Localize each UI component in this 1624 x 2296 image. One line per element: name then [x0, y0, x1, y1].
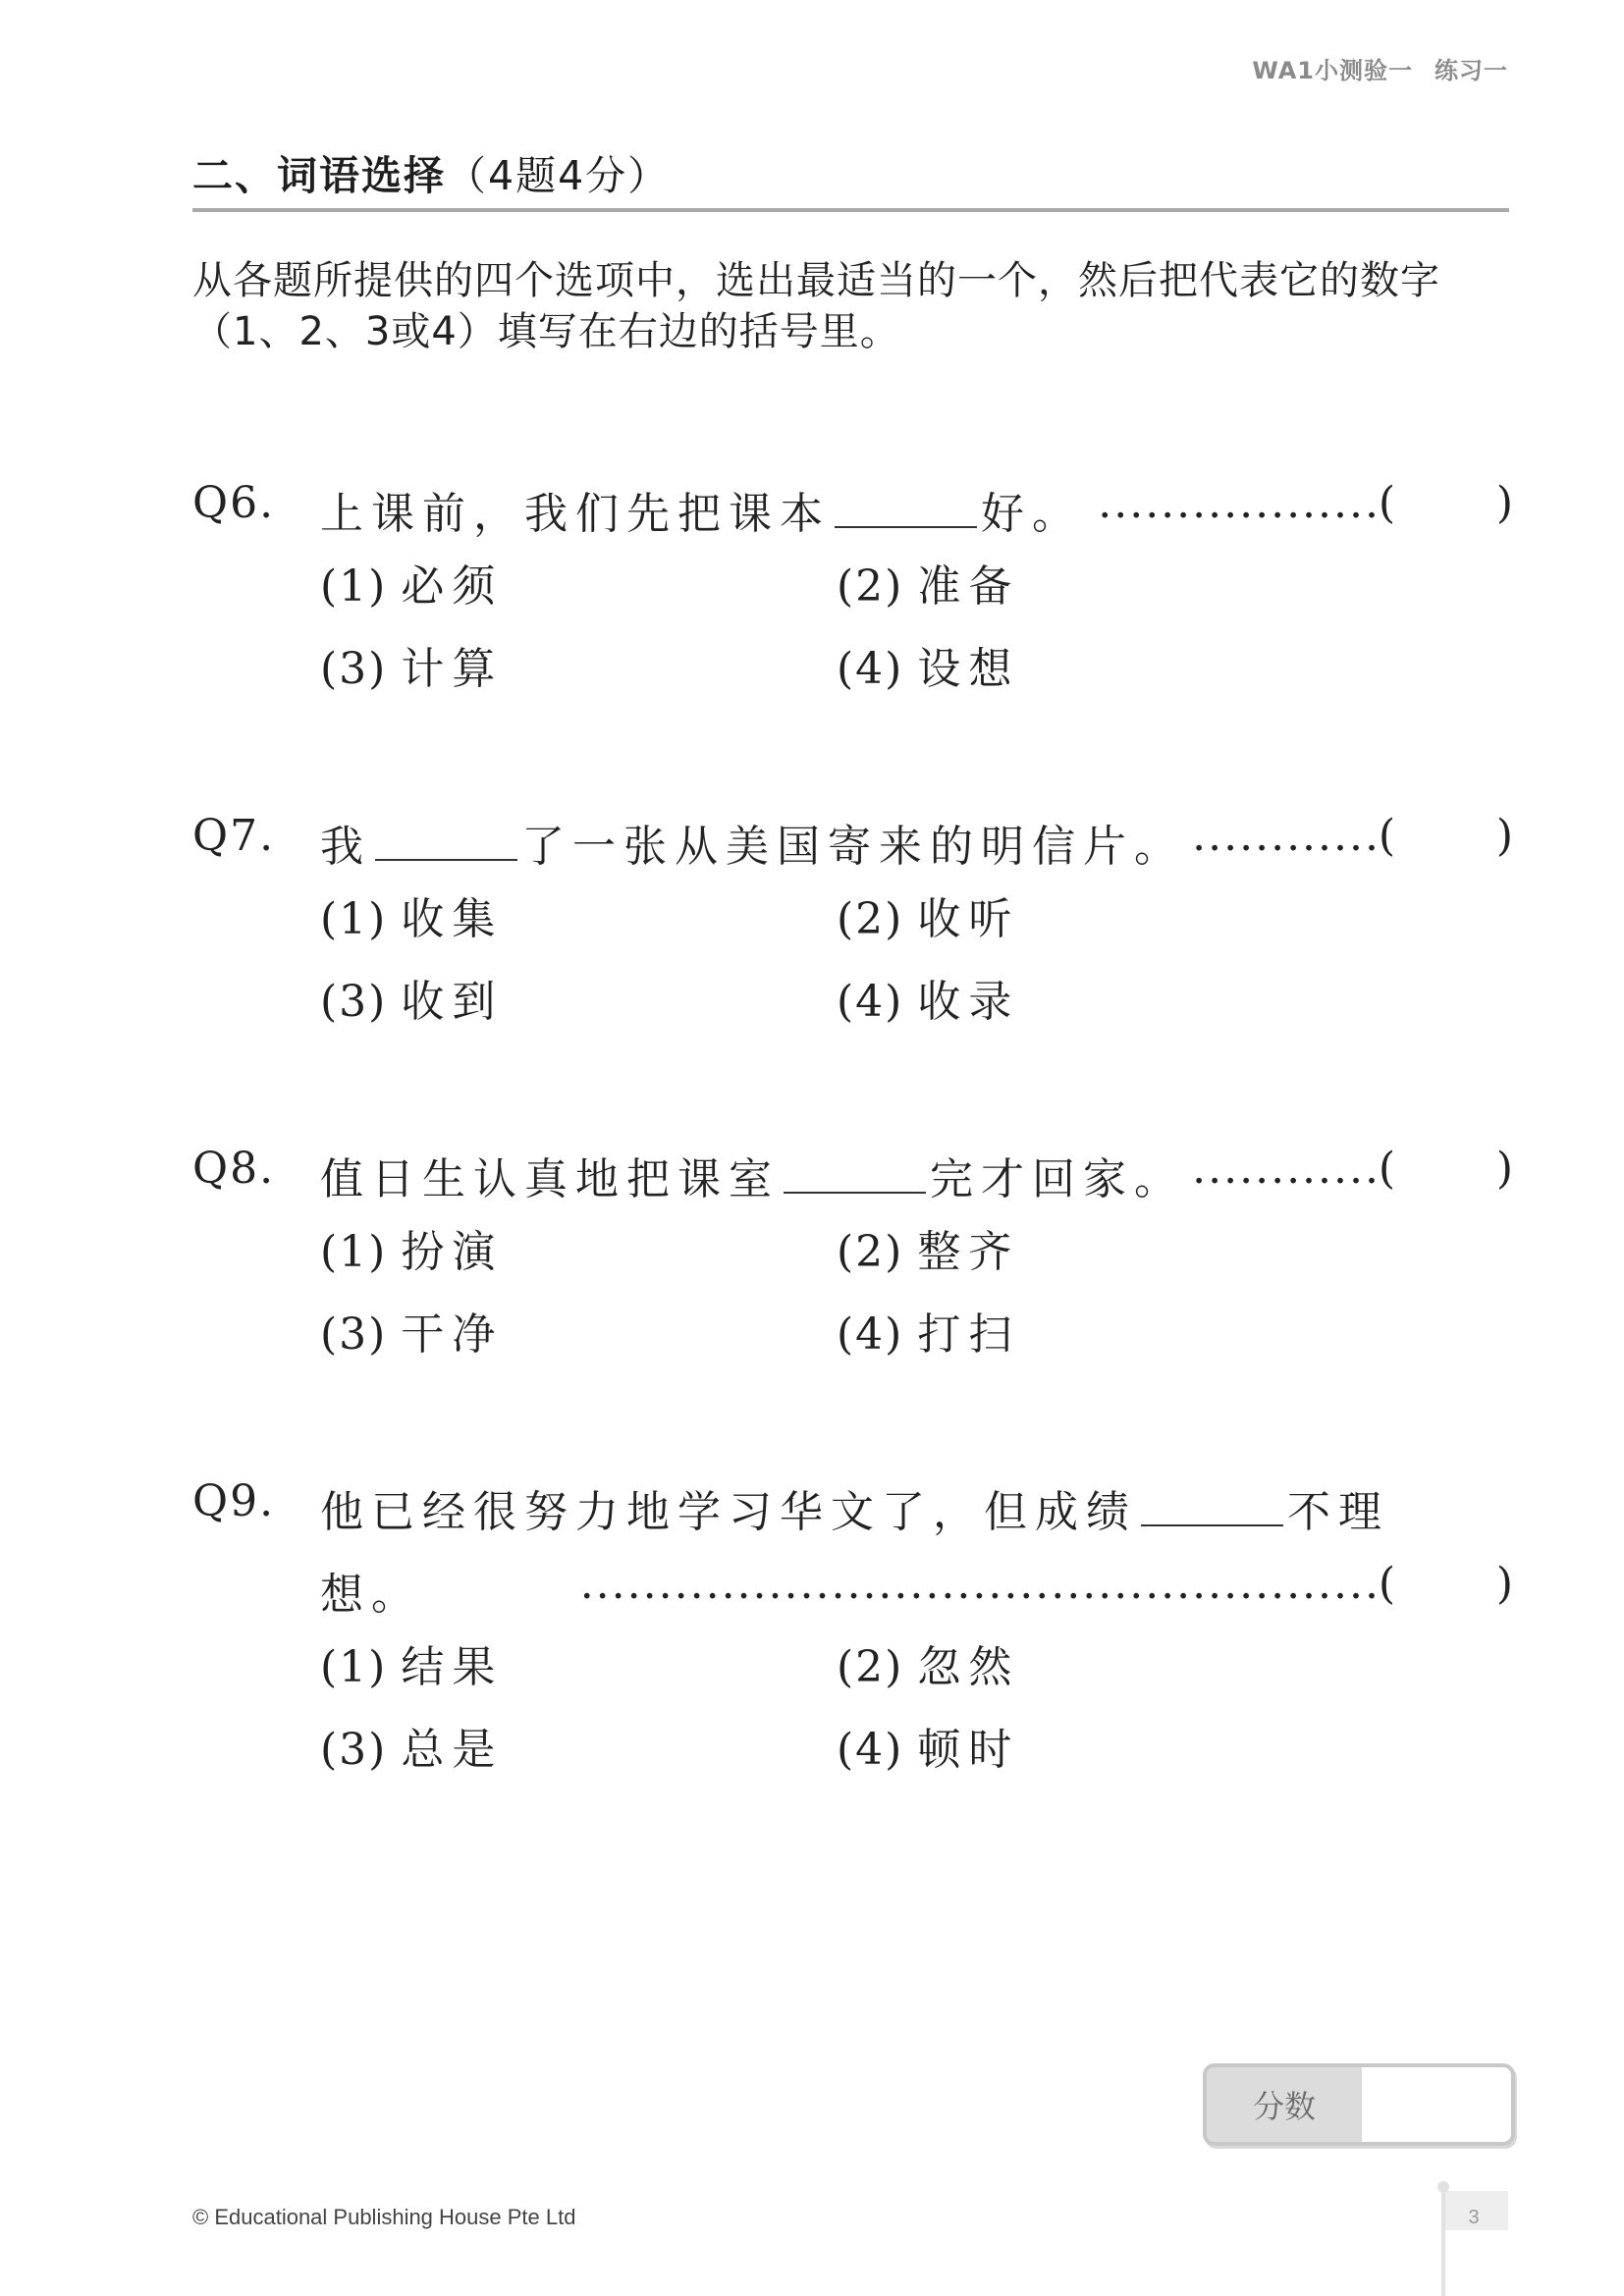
option-text: 扮演 [401, 1227, 504, 1277]
option-text: 收集 [401, 894, 504, 944]
answer-blank [1141, 1497, 1283, 1526]
page-number: 3 [1468, 2207, 1480, 2228]
text-before-blank: 他已经很努力地学习华文了，但成绩 [320, 1487, 1137, 1537]
answer-paren-right: ) [1495, 1559, 1513, 1609]
option-3[interactable] [320, 1299, 503, 1362]
option-grid [192, 883, 1513, 1048]
question-stem [192, 468, 1513, 551]
answer-paren-right: ) [1495, 478, 1513, 528]
option-label: (1) [320, 1642, 388, 1692]
quiz-label: WA1小测验一 [1252, 57, 1413, 84]
text-before-blank: 我 [320, 822, 371, 872]
text-after-blank: 好。 [981, 489, 1083, 539]
option-3[interactable] [320, 1714, 503, 1777]
option-text: 忽然 [917, 1642, 1020, 1692]
text-before-blank: 上课前，我们先把课本 [320, 489, 831, 539]
leader-dots: .................. [1098, 478, 1380, 528]
leader-dots: ............ [1192, 811, 1380, 861]
question-text [320, 478, 1083, 541]
question-text [320, 811, 1185, 874]
option-2[interactable] [837, 883, 1019, 946]
option-label: (2) [837, 1227, 904, 1277]
score-input-area[interactable] [1362, 2067, 1511, 2142]
question-stem [192, 1134, 1513, 1216]
option-label: (1) [320, 1227, 388, 1277]
question-number: Q6. [192, 478, 276, 528]
question-number: Q7. [192, 811, 276, 861]
header-tag [1252, 51, 1508, 85]
option-2[interactable] [837, 551, 1019, 614]
option-text: 收到 [401, 977, 504, 1027]
question-q6 [192, 468, 1513, 716]
page-flag-icon [1435, 2179, 1514, 2296]
answer-paren-right: ) [1495, 811, 1513, 861]
question-stem-continued [192, 1549, 1513, 1631]
instruction-text: 从各题所提供的四个选项中，选出最适当的一个，然后把代表它的数字（1、2、3或4）填写在右边的括号里。 [192, 258, 1440, 354]
option-2[interactable] [837, 1631, 1019, 1694]
option-text: 收录 [917, 977, 1020, 1027]
question-text-continued: 想。 [320, 1570, 422, 1620]
question-text [320, 1476, 1389, 1539]
option-grid [192, 551, 1513, 716]
option-3[interactable] [320, 633, 503, 696]
option-label: (3) [320, 1309, 388, 1360]
leader-dots: ............ [1192, 1144, 1380, 1194]
option-text: 收听 [917, 894, 1020, 944]
option-label: (2) [837, 561, 904, 612]
answer-paren-left: ( [1378, 811, 1395, 861]
option-label: (4) [837, 1725, 904, 1775]
answer-paren-left: ( [1378, 1144, 1395, 1194]
question-number: Q9. [192, 1476, 276, 1526]
leader-dots: ................................................... [579, 1559, 1380, 1609]
text-before-blank: 值日生认真地把课室 [320, 1154, 780, 1204]
option-1[interactable] [320, 1216, 503, 1279]
option-2[interactable] [837, 1216, 1019, 1279]
option-text: 计算 [401, 644, 504, 694]
score-box [1203, 2063, 1515, 2146]
option-label: (3) [320, 1725, 388, 1775]
section-divider [192, 208, 1509, 212]
question-q7 [192, 801, 1513, 1048]
question-q9 [192, 1467, 1513, 1796]
score-label: 分数 [1207, 2067, 1362, 2142]
option-1[interactable] [320, 883, 503, 946]
option-label: (4) [837, 1309, 904, 1360]
option-label: (3) [320, 977, 388, 1027]
option-label: (1) [320, 561, 388, 612]
answer-paren-right: ) [1495, 1144, 1513, 1194]
question-text [320, 1144, 1185, 1206]
option-label: (1) [320, 894, 388, 944]
copyright-text: © Educational Publishing House Pte Ltd [192, 2205, 576, 2229]
section-title-text: 二、词语选择 [192, 152, 446, 199]
question-number: Q8. [192, 1144, 276, 1194]
option-text: 总是 [401, 1725, 504, 1775]
option-4[interactable] [837, 1299, 1019, 1362]
option-text: 整齐 [917, 1227, 1020, 1277]
option-text: 结果 [401, 1642, 504, 1692]
option-4[interactable] [837, 633, 1019, 696]
option-text: 顿时 [917, 1725, 1020, 1775]
option-text: 干净 [401, 1309, 504, 1360]
answer-paren-left: ( [1378, 478, 1395, 528]
section-title [192, 143, 670, 201]
answer-blank [835, 499, 977, 528]
option-label: (4) [837, 644, 904, 694]
option-text: 必须 [401, 561, 504, 612]
option-grid [192, 1216, 1513, 1381]
question-stem [192, 1467, 1513, 1549]
option-grid [192, 1631, 1513, 1796]
answer-blank [375, 831, 517, 861]
option-4[interactable] [837, 1714, 1019, 1777]
option-text: 打扫 [917, 1309, 1020, 1360]
answer-blank [784, 1164, 926, 1194]
text-after-blank: 完才回家。 [930, 1154, 1185, 1204]
text-after-blank: 了一张从美国寄来的明信片。 [521, 822, 1185, 872]
option-3[interactable] [320, 966, 503, 1029]
option-1[interactable] [320, 1631, 503, 1694]
answer-paren-left: ( [1378, 1559, 1395, 1609]
option-1[interactable] [320, 551, 503, 614]
option-4[interactable] [837, 966, 1019, 1029]
option-label: (4) [837, 977, 904, 1027]
question-stem [192, 801, 1513, 883]
section-points: （4题4分） [446, 152, 671, 199]
option-label: (3) [320, 644, 388, 694]
text-after-blank: 不理 [1287, 1487, 1389, 1537]
option-label: (2) [837, 894, 904, 944]
option-text: 设想 [917, 644, 1020, 694]
option-text: 准备 [917, 561, 1020, 612]
exercise-label: 练习一 [1435, 57, 1508, 84]
option-label: (2) [837, 1642, 904, 1692]
question-q8 [192, 1134, 1513, 1381]
